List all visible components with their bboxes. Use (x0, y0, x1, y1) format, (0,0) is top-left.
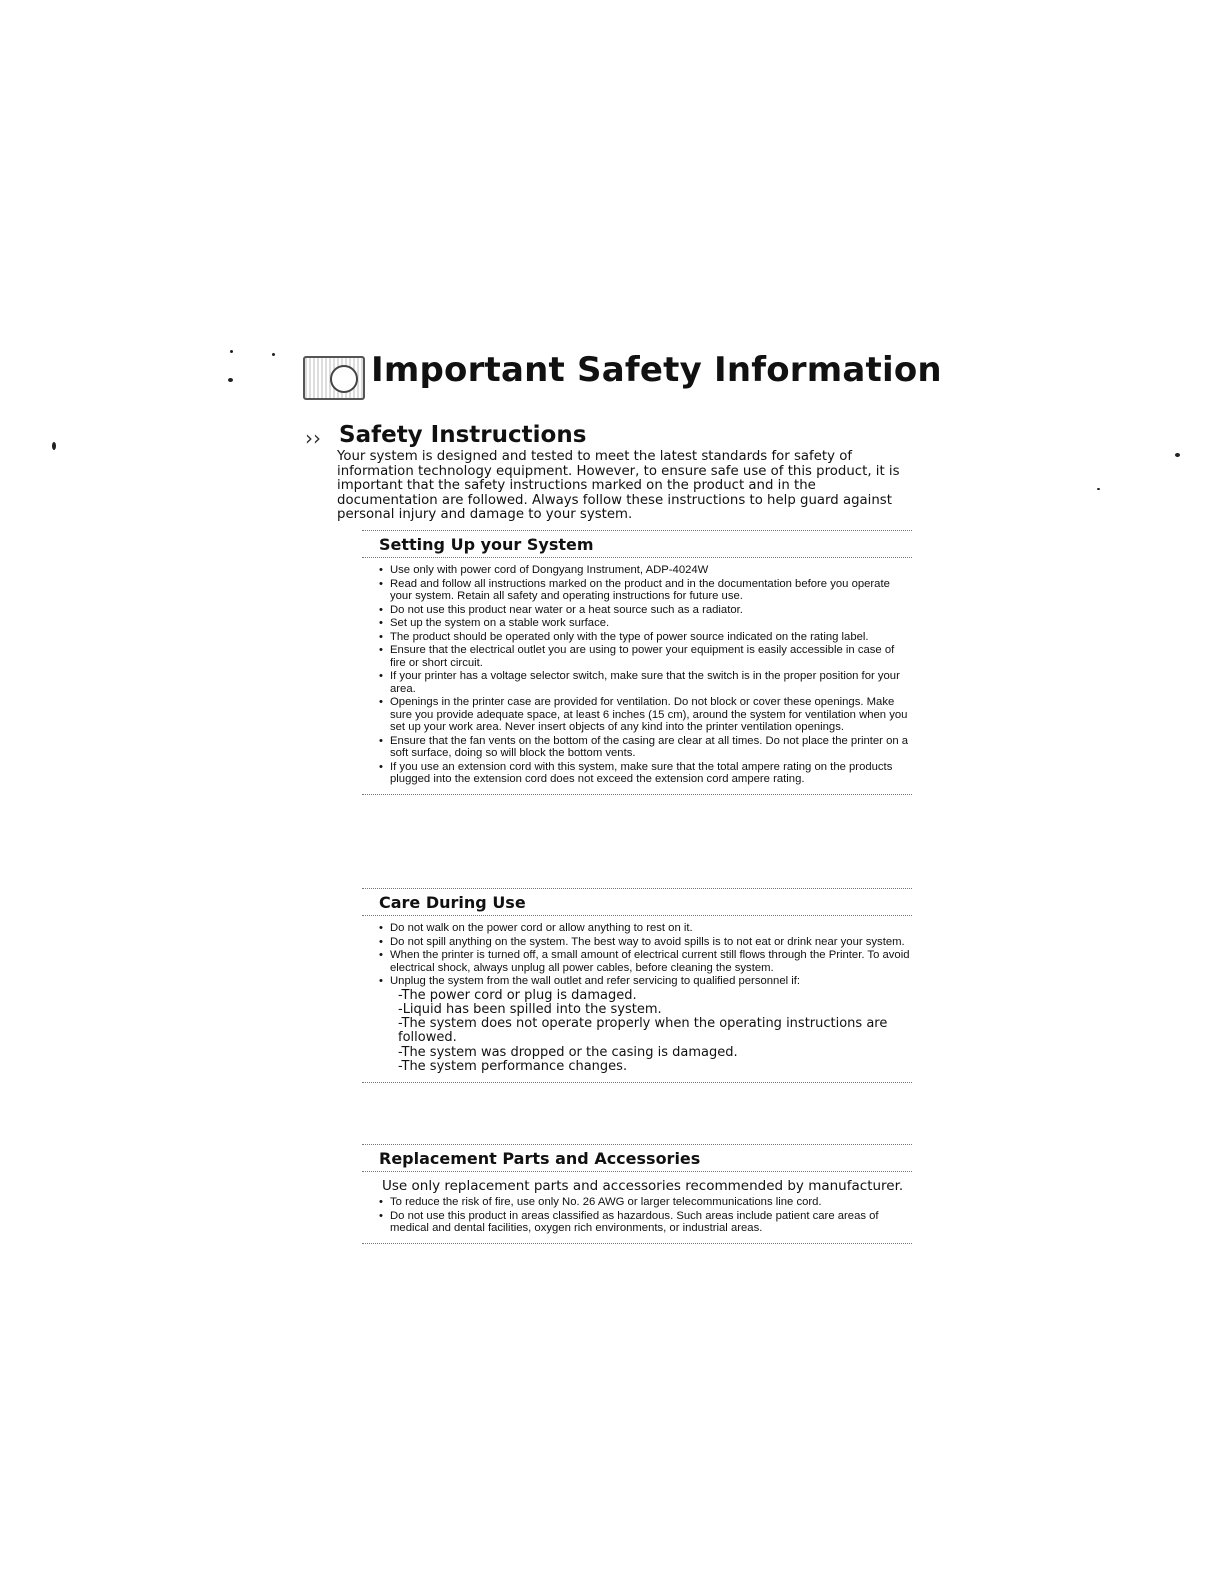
scan-speck (52, 442, 56, 450)
scan-speck (228, 378, 233, 382)
scan-speck (272, 353, 275, 356)
list-item: • Set up the system on a stable work surface. (379, 617, 912, 630)
parts-list (379, 1196, 912, 1235)
divider (362, 1243, 912, 1244)
sub-item: -The power cord or plug is damaged. (398, 987, 637, 1003)
section-intro: Your system is designed and tested to meet the latest standards for safety of information technology equipment. However, to ensure safe use of this product, it is important that the safety instructions marked on the product and in the documentation are followed. Always follow these instructions to help guard against personal injury and damage to your system. (337, 449, 900, 523)
list-item: • Unplug the system from the wall outlet and refer servicing to qualified personnel if: (379, 975, 912, 988)
care-list (379, 922, 912, 988)
divider (362, 1171, 912, 1172)
divider (362, 1082, 912, 1083)
divider (362, 794, 912, 795)
list-item: • Read and follow all instructions marked on the product and in the documentation before you operate your system. Retain all safety and operating instructions for future use. (379, 578, 912, 603)
sub-item: -The system was dropped or the casing is damaged. (398, 1044, 738, 1060)
divider (362, 557, 912, 558)
sub-item: -Liquid has been spilled into the system. (398, 1001, 662, 1017)
page-header (303, 350, 942, 402)
parts-title: Replacement Parts and Accessories (379, 1149, 701, 1168)
section-title: Safety Instructions (339, 422, 587, 448)
list-item: • Use only with power cord of Dongyang Instrument, ADP-4024W (379, 564, 912, 577)
scan-speck (1097, 488, 1100, 490)
sub-item: -The system does not operate properly when the operating instructions are followed. (398, 1016, 888, 1046)
camera-icon (303, 356, 365, 400)
divider (362, 915, 912, 916)
care-sublist (398, 989, 912, 1075)
list-item: • Do not use this product in areas classified as hazardous. Such areas include patient care areas of medical and dental facilities, oxygen rich environments, or industrial areas. (379, 1210, 912, 1235)
parts-box (362, 1144, 912, 1244)
care-box (362, 888, 912, 1083)
scan-speck (230, 350, 233, 353)
list-item: • The product should be operated only with the type of power source indicated on the rating label. (379, 631, 912, 644)
setup-box (362, 530, 912, 795)
list-item: • To reduce the risk of fire, use only No. 26 AWG or larger telecommunications line cord. (379, 1196, 912, 1209)
list-item: • Do not spill anything on the system. The best way to avoid spills is to not eat or drink near your system. (379, 936, 912, 949)
scan-speck (1175, 453, 1180, 457)
care-title: Care During Use (379, 893, 526, 912)
list-item: • Do not use this product near water or a heat source such as a radiator. (379, 604, 912, 617)
page-title: Important Safety Information (371, 350, 942, 390)
parts-lead: Use only replacement parts and accessories recommended by manufacturer. (382, 1178, 904, 1194)
list-item: • Do not walk on the power cord or allow anything to rest on it. (379, 922, 912, 935)
list-item: • Ensure that the fan vents on the bottom of the casing are clear at all times. Do not place the printer on a soft surface, doing so will block the bottom vents. (379, 735, 912, 760)
list-item: • When the printer is turned off, a small amount of electrical current still flows through the Printer. To avoid electrical shock, always unplug all power cables, before cleaning the system. (379, 949, 912, 974)
list-item: • Openings in the printer case are provided for ventilation. Do not block or cover these openings. Make sure you provide adequate space, at least 6 inches (15 cm), around the system for ventilation when you set up your work area. Never insert objects of any kind into the printer ventilation openings. (379, 696, 912, 734)
list-item: • Ensure that the electrical outlet you are using to power your equipment is easily accessible in case of fire or short circuit. (379, 644, 912, 669)
list-item: • If you use an extension cord with this system, make sure that the total ampere rating on the products plugged into the extension cord does not exceed the extension cord ampere rating. (379, 761, 912, 786)
setup-title: Setting Up your System (379, 535, 594, 554)
double-chevron-right-icon: ›› (305, 426, 321, 450)
list-item: • If your printer has a voltage selector switch, make sure that the switch is in the proper position for your area. (379, 670, 912, 695)
sub-item: -The system performance changes. (398, 1058, 628, 1074)
setup-list (379, 564, 912, 786)
